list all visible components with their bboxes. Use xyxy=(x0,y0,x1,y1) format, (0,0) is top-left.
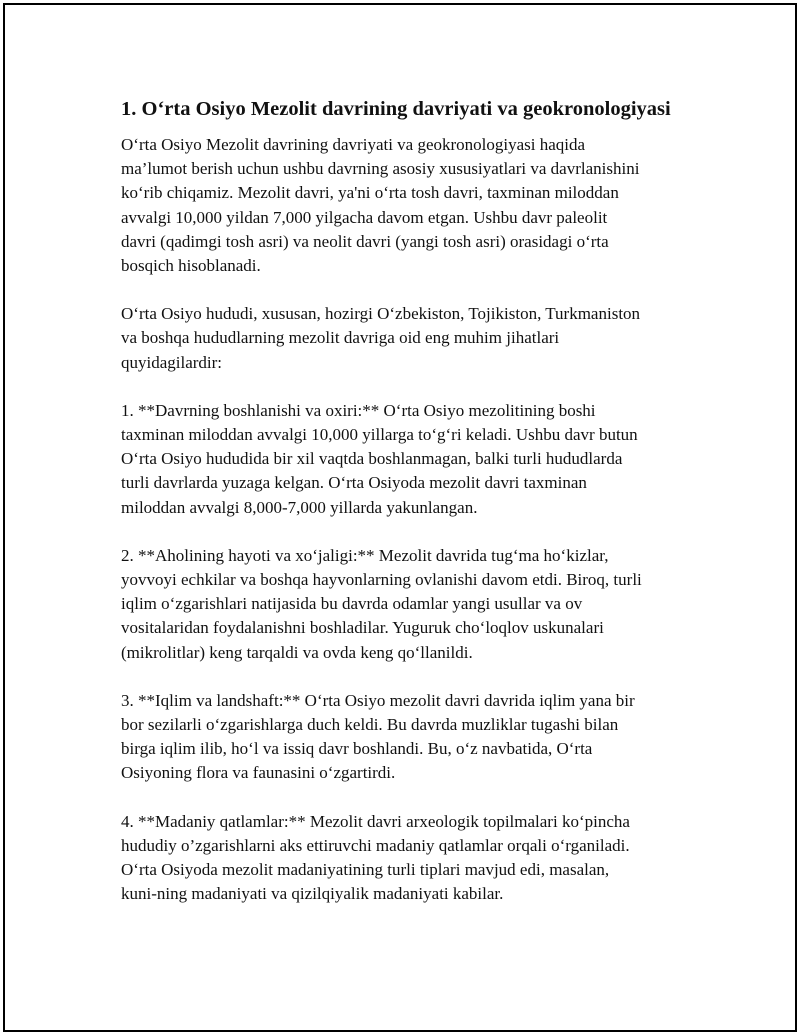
text-line: taxminan miloddan avvalgi 10,000 yillarga to‘g‘ri keladi. Ushbu davr butun xyxy=(121,425,638,445)
text-line: va boshqa hududlarning mezolit davriga oid eng muhim jihatlari xyxy=(121,328,560,348)
text-line: turli davrlarda yuzaga kelgan. O‘rta Osiyoda mezolit davri taxminan xyxy=(121,473,587,493)
paragraph-item-1 xyxy=(121,399,695,520)
text-line: O‘rta Osiyo hududida bir xil vaqtda boshlanmagan, balki turli hududlarda xyxy=(121,449,623,469)
text-line: bosqich hisoblanadi. xyxy=(121,256,261,276)
text-line: ma’lumot berish uchun ushbu davrning asosiy xususiyatlari va davrlanishini xyxy=(121,159,640,179)
paragraph-item-2 xyxy=(121,544,695,665)
text-line: 3. **Iqlim va landshaft:** O‘rta Osiyo mezolit davri davrida iqlim yana bir xyxy=(121,690,635,710)
text-line: yovvoyi echkilar va boshqa hayvonlarning ovlanishi davom etdi. Biroq, turli xyxy=(121,570,642,590)
document-body xyxy=(121,95,695,930)
text-line: bor sezilarli o‘zgarishlarga duch keldi. Bu davrda muzliklar tugashi bilan xyxy=(121,715,619,735)
text-line: iqlim o‘zgarishlari natijasida bu davrda odamlar yangi usullar va ov xyxy=(121,594,583,614)
text-line: avvalgi 10,000 yildan 7,000 yilgacha davom etgan. Ushbu davr paleolit xyxy=(121,207,608,227)
text-line: vositalaridan foydalanishni boshladilar. Yuguruk cho‘loqlov uskunalari xyxy=(121,618,604,638)
paragraph-region xyxy=(121,302,695,375)
text-line: davri (qadimgi tosh asri) va neolit davri (yangi tosh asri) orasidagi o‘rta xyxy=(121,231,609,251)
paragraph-intro xyxy=(121,133,695,278)
text-line: 1. **Davrning boshlanishi va oxiri:** O‘rta Osiyo mezolitining boshi xyxy=(121,400,596,420)
text-line: 4. **Madaniy qatlamlar:** Mezolit davri arxeologik topilmalari ko‘pincha xyxy=(121,811,630,831)
paragraph-item-3 xyxy=(121,689,695,786)
text-line: quyidagilardir: xyxy=(121,352,223,372)
text-line: miloddan avvalgi 8,000-7,000 yillarda yakunlangan. xyxy=(121,497,478,517)
text-line: ko‘rib chiqamiz. Mezolit davri, ya'ni o‘rta tosh davri, taxminan miloddan xyxy=(121,183,619,203)
text-line: 2. **Aholining hayoti va xo‘jaligi:** Mezolit davrida tug‘ma ho‘kizlar, xyxy=(121,545,609,565)
document-title: 1. O‘rta Osiyo Mezolit davrining davriyati va geokronologiyasi xyxy=(121,98,671,120)
text-line: birga iqlim ilib, ho‘l va issiq davr boshlandi. Bu, o‘z navbatida, O‘rta xyxy=(121,739,593,759)
text-line: Osiyoning flora va faunasini o‘zgartirdi. xyxy=(121,763,396,783)
text-line: O‘rta Osiyo hududi, xususan, hozirgi O‘zbekiston, Tojikiston, Turkmaniston xyxy=(121,304,641,324)
paragraph-item-4 xyxy=(121,810,695,907)
page-frame xyxy=(3,3,797,1032)
text-line: hududiy o’zgarishlarni aks ettiruvchi madaniy qatlamlar orqali o‘rganiladi. xyxy=(121,835,630,855)
text-line: O‘rta Osiyo Mezolit davrining davriyati va geokronologiyasi haqida xyxy=(121,135,586,154)
text-line: kuni-ning madaniyati va qizilqiyalik madaniyati kabilar. xyxy=(121,884,504,904)
text-line: O‘rta Osiyoda mezolit madaniyatining turli tiplari mavjud edi, masalan, xyxy=(121,860,610,880)
text-line: (mikrolitlar) keng tarqaldi va ovda keng qo‘llanildi. xyxy=(121,642,473,662)
